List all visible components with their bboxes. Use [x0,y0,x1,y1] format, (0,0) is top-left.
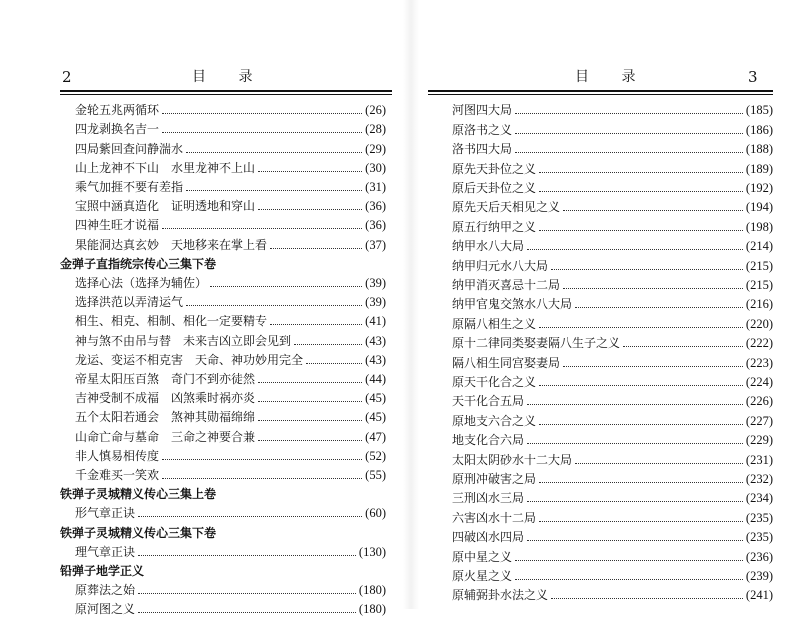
dot-leader [162,228,362,229]
toc-entry [75,233,386,252]
dot-leader [539,521,743,522]
toc-entry-page: (39) [365,275,386,290]
toc-entry-page: (235) [745,530,773,545]
toc-entry-page: (31) [365,179,386,194]
toc-entry-page: (45) [365,391,386,406]
toc-entry-title: 龙运、变运不相克害 天命、神功妙用完全 [75,352,304,367]
left-page-number: 2 [62,68,72,86]
toc-entry-title: 地支化合六局 [452,433,525,448]
toc-entry-page: (52) [365,448,386,463]
toc-entry-page: (198) [745,219,773,234]
toc-entry-page: (215) [745,258,773,273]
toc-entry [452,274,773,293]
toc-entry-page: (188) [745,142,773,157]
dot-leader [527,443,743,444]
toc-entry-title: 乘气加捱不要有差指 [75,179,184,194]
dot-leader [539,424,743,425]
toc-entry-title: 天干化合五局 [452,394,525,409]
toc-entry [75,368,386,387]
dot-leader [539,172,743,173]
toc-entry-title: 理气章正诀 [75,544,136,559]
toc-entry-page: (214) [745,239,773,254]
toc-entry-page: (229) [745,433,773,448]
toc-entry-page: (29) [365,141,386,156]
dot-leader [527,501,743,502]
toc-entry-title: 原地支六合之义 [452,413,537,428]
toc-entry-title: 四局紫回查问静湍水 [75,141,184,156]
toc-entry-title: 四神生旺才说福 [75,218,160,233]
toc-entry-title: 原河图之义 [75,602,136,617]
left-page-title: 目 录 [192,69,267,85]
toc-entry [75,176,386,195]
toc-entry-title: 原天干化合之义 [452,374,537,389]
toc-entry-page: (130) [358,544,386,559]
toc-entry-page: (215) [745,277,773,292]
dot-leader [515,152,743,153]
toc-entry-title: 原先天后天相见之义 [452,200,561,215]
toc-entry-title: 相生、相克、相制、相化一定要精专 [75,314,268,329]
toc-entry-page: (194) [745,200,773,215]
toc-entry-title: 宝照中涵真造化 证明透地和穿山 [75,199,256,214]
toc-entry-title: 五个太阳若通会 煞神其勋福绵绵 [75,410,256,425]
dot-leader [515,579,743,580]
toc-entry-title: 四龙剥换名吉一 [75,122,160,137]
toc-entry-title: 原洛书之义 [452,122,513,137]
toc-entry-title: 铁弹子灵城精义传心三集上卷 [60,487,217,502]
toc-entry-title: 金轮五兆两循环 [75,103,160,118]
toc-entry-page: (41) [365,314,386,329]
toc-entry-title: 果能洞达真玄妙 天地移来在掌上看 [75,237,268,252]
toc-entry [452,138,773,157]
toc-entry [75,157,386,176]
toc-entry-title: 原葬法之始 [75,583,136,598]
toc-entry-title: 纳甲官鬼交煞水八大局 [452,297,573,312]
toc-entry [75,214,386,233]
toc-entry-page: (235) [745,510,773,525]
book-gutter [403,0,419,609]
dot-leader [138,516,362,517]
toc-entry [452,448,773,467]
toc-entry [75,118,386,137]
toc-entry-title: 铅弹子地学正义 [60,563,145,578]
toc-entry [452,177,773,196]
toc-entry-page: (180) [358,602,386,617]
toc-entry-page: (30) [365,160,386,175]
toc-entry-page: (231) [745,452,773,467]
toc-entry-page: (236) [745,549,773,564]
toc-entry-title: 选择心法（选择为辅佐） [75,275,208,290]
toc-entry-page: (224) [745,374,773,389]
toc-entry-page: (223) [745,355,773,370]
toc-entry [452,157,773,176]
toc-entry [452,371,773,390]
toc-entry [75,598,386,617]
toc-entry-title: 原后天卦位之义 [452,180,537,195]
dot-leader [527,404,743,405]
toc-entry-page: (220) [745,316,773,331]
dot-leader [551,269,743,270]
dot-leader [539,191,743,192]
toc-section-heading [60,521,386,540]
dot-leader [306,363,362,364]
dot-leader [563,288,743,289]
toc-entry-page: (47) [365,429,386,444]
toc-section-heading [60,253,386,272]
dot-leader [527,540,743,541]
toc-entry [452,235,773,254]
dot-leader [623,346,743,347]
toc-entry-page: (216) [745,297,773,312]
toc-entry [75,445,386,464]
toc-entry [75,310,386,329]
toc-entry-page: (180) [358,583,386,598]
dot-leader [258,420,362,421]
toc-entry-page: (28) [365,122,386,137]
toc-entry-page: (241) [745,588,773,603]
dot-leader [270,248,362,249]
toc-entry-title: 洛书四大局 [452,142,513,157]
right-page-title: 目 录 [575,69,650,85]
toc-entry-title: 原隔八相生之义 [452,316,537,331]
dot-leader [138,555,356,556]
toc-entry-title: 金弹子直指统宗传心三集下卷 [60,256,217,271]
toc-entry-title: 河图四大局 [452,103,513,118]
dot-leader [162,113,362,114]
toc-entry-page: (36) [365,199,386,214]
toc-entry-title: 原辅弼卦水法之义 [452,588,549,603]
toc-entry-page: (185) [745,103,773,118]
toc-entry-title: 原中星之义 [452,549,513,564]
toc-entry [452,254,773,273]
dot-leader [563,366,743,367]
toc-entry [452,409,773,428]
toc-entry [452,526,773,545]
toc-entry [452,312,773,331]
left-header-rule-thin [60,94,392,95]
toc-entry-title: 山命亡命与墓命 三命之神要合兼 [75,429,256,444]
toc-entry [75,272,386,291]
toc-entry [452,565,773,584]
toc-entry [452,487,773,506]
toc-entry [75,579,386,598]
toc-entry-page: (192) [745,180,773,195]
toc-entry [452,351,773,370]
toc-entry [75,329,386,348]
dot-leader [563,210,743,211]
toc-entry-title: 原刑冲破害之局 [452,471,537,486]
toc-entry [75,387,386,406]
toc-entry [75,502,386,521]
toc-entry [452,99,773,118]
toc-entry-title: 帝星太阳压百煞 奇门不到亦徒然 [75,371,256,386]
toc-entry [452,390,773,409]
toc-entry-page: (26) [365,103,386,118]
dot-leader [162,459,362,460]
dot-leader [515,133,743,134]
toc-entry-page: (60) [365,506,386,521]
toc-entry-title: 隔八相生同宫娶妻局 [452,355,561,370]
toc-entry-title: 形气章正诀 [75,506,136,521]
toc-entry-page: (227) [745,413,773,428]
toc-entry [452,468,773,487]
toc-entry-page: (239) [745,568,773,583]
toc-entry-page: (39) [365,295,386,310]
toc-entry-title: 非人慎易相传度 [75,448,160,463]
toc-entry-title: 四破凶水四局 [452,530,525,545]
toc-entry-page: (45) [365,410,386,425]
dot-leader [515,560,743,561]
left-header-rule [60,90,392,92]
dot-leader [539,327,743,328]
toc-entry-title: 纳甲归元水八大局 [452,258,549,273]
toc-entry-page: (43) [365,333,386,348]
toc-entry-title: 三刑凶水三局 [452,491,525,506]
toc-entry-title: 原五行纳甲之义 [452,219,537,234]
toc-entry-page: (226) [745,394,773,409]
toc-entry [75,137,386,156]
toc-section-heading [60,560,386,579]
dot-leader [138,593,356,594]
toc-entry-page: (44) [365,371,386,386]
dot-leader [162,478,362,479]
right-page [420,0,793,609]
toc-entry-page: (232) [745,471,773,486]
toc-entry-title: 原先天卦位之义 [452,161,537,176]
toc-entry-title: 原十二律同类娶妻隔八生子之义 [452,336,621,351]
toc-entry [75,425,386,444]
dot-leader [258,209,362,210]
right-page-header [420,66,793,88]
dot-leader [527,249,743,250]
dot-leader [210,286,362,287]
toc-entry-title: 纳甲消灭喜忌十二局 [452,277,561,292]
toc-entry-title: 选择洪范以弄清运气 [75,295,184,310]
dot-leader [162,132,362,133]
left-page-header [0,66,400,88]
toc-entry-page: (36) [365,218,386,233]
toc-entry-title: 千金难买一笑欢 [75,467,160,482]
dot-leader [551,598,743,599]
toc-entry [452,215,773,234]
toc-entry-page: (37) [365,237,386,252]
toc-entry [452,506,773,525]
toc-entry-title: 吉神受制不成福 凶煞乘时祸亦炎 [75,391,256,406]
toc-entry-title: 纳甲水八大局 [452,239,525,254]
toc-entry-title: 太阳太阴砂水十二大局 [452,452,573,467]
dot-leader [515,113,743,114]
toc-entry-page: (43) [365,352,386,367]
toc-entry-page: (189) [745,161,773,176]
dot-leader [258,401,362,402]
dot-leader [258,382,362,383]
right-page-number: 3 [748,68,758,86]
toc-entry [75,464,386,483]
dot-leader [539,482,743,483]
toc-entry [452,429,773,448]
toc-entry-page: (186) [745,122,773,137]
dot-leader [294,344,362,345]
toc-entry-page: (222) [745,336,773,351]
toc-entry [452,584,773,603]
toc-entry [75,195,386,214]
toc-entry [75,99,386,118]
dot-leader [539,230,743,231]
dot-leader [186,152,362,153]
dot-leader [258,171,362,172]
dot-leader [539,385,743,386]
toc-entry [75,541,386,560]
toc-entry-title: 神与煞不由吊与替 未来吉凶立即会见到 [75,333,292,348]
toc-entry [75,349,386,368]
toc-entry-page: (55) [365,467,386,482]
toc-entry-page: (234) [745,491,773,506]
right-header-rule [428,90,773,92]
toc-entry-title: 原火星之义 [452,568,513,583]
dot-leader [138,612,356,613]
toc-section-heading [60,483,386,502]
dot-leader [575,463,743,464]
dot-leader [186,305,362,306]
toc-entry-title: 山上龙神不下山 水里龙神不上山 [75,160,256,175]
toc-entry [452,118,773,137]
toc-entry-title: 六害凶水十二局 [452,510,537,525]
dot-leader [575,307,743,308]
toc-entry [452,332,773,351]
toc-entry [75,406,386,425]
toc-entry [452,545,773,564]
dot-leader [270,324,362,325]
toc-entry-title: 铁弹子灵城精义传心三集下卷 [60,525,217,540]
toc-entry [75,291,386,310]
dot-leader [258,440,362,441]
right-header-rule-thin [428,94,773,95]
toc-entry [452,293,773,312]
dot-leader [186,190,362,191]
toc-entry [452,196,773,215]
